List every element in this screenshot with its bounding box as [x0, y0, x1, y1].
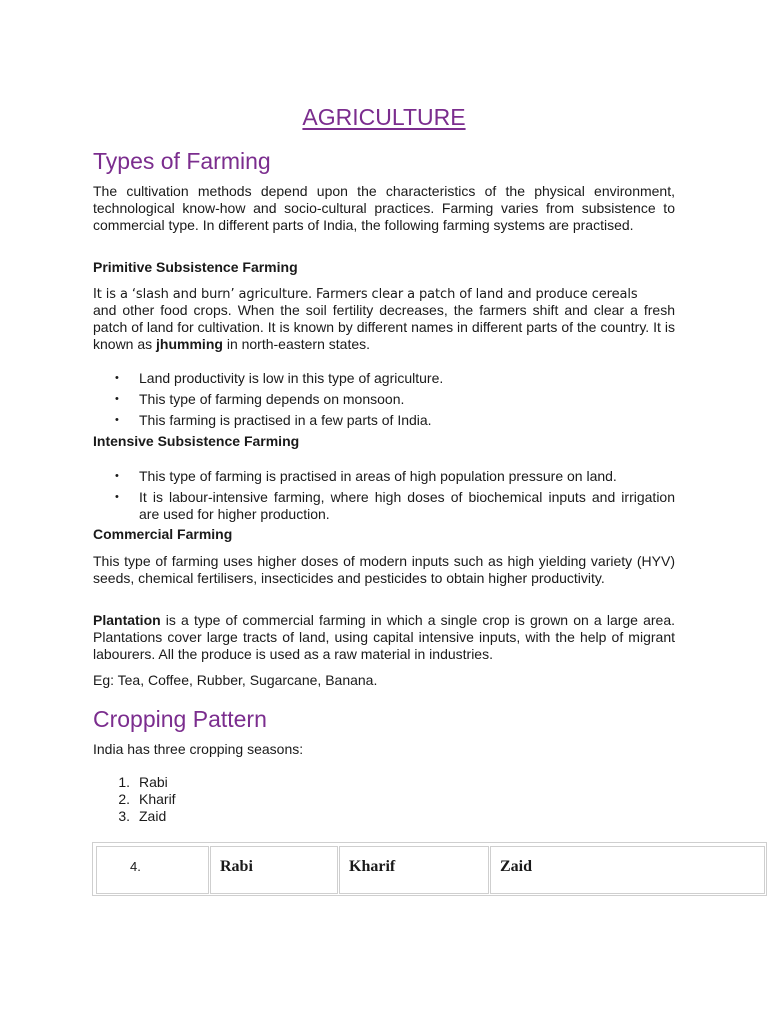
primitive-paragraph: and other food crops. When the soil fertility decreases, the farmers shift and clear a fresh patch of land for cultivation. It is known by different names in different parts of the country. It is known as jhumming in north-eastern states. — [93, 302, 675, 352]
list-item: • Land productivity is low in this type of agriculture. — [93, 370, 675, 387]
table-cell-kharif — [339, 846, 489, 894]
commercial-paragraph: This type of farming uses higher doses of modern inputs such as high yielding variety (HYV) seeds, chemical fertilisers, insecticides and pesticides to obtain higher productivity. — [93, 553, 675, 586]
intensive-bullets — [93, 468, 675, 527]
primitive-bullets — [93, 370, 675, 433]
table-cell-zaid — [490, 846, 765, 894]
page-title: AGRICULTURE — [302, 104, 466, 130]
table-header-rabi: Rabi — [220, 858, 253, 875]
table-header-kharif: Kharif — [349, 858, 396, 875]
table-cell-rabi — [210, 846, 338, 894]
table-cell-number — [96, 846, 209, 894]
table-header-zaid: Zaid — [500, 858, 533, 875]
subheading-primitive: Primitive Subsistence Farming — [93, 259, 298, 275]
list-item: • This type of farming is practised in areas of high population pressure on land. — [93, 468, 675, 485]
subheading-commercial: Commercial Farming — [93, 526, 233, 542]
table-row-number: 4. — [130, 859, 141, 874]
cropping-intro: India has three cropping seasons: — [93, 741, 304, 757]
jhumming-term: jhumming — [156, 336, 223, 352]
plantation-term: Plantation — [93, 612, 161, 628]
example-line: Eg: Tea, Coffee, Rubber, Sugarcane, Banana. — [93, 672, 378, 688]
list-item: 1. Rabi — [118, 774, 168, 790]
primitive-line1: It is a ‘slash and burn’ agriculture. Farmers clear a patch of land and produce cereals — [93, 287, 638, 302]
list-item: • This type of farming depends on monsoon. — [93, 391, 675, 408]
intro-paragraph: The cultivation methods depend upon the characteristics of the physical environment, technological know-how and socio-cultural practices. Farming varies from subsistence to commercial type. In different parts of India, the following farming systems are practised. — [93, 183, 675, 233]
plantation-paragraph: Plantation is a type of commercial farming in which a single crop is grown on a large area. Plantations cover large tracts of land, using capital intensive inputs, with the help of migrant labourers. All the produce is used as a raw material in industries. — [93, 612, 675, 662]
list-item: 3. Zaid — [118, 808, 167, 824]
list-item: • This farming is practised in a few parts of India. — [93, 412, 675, 429]
subheading-intensive: Intensive Subsistence Farming — [93, 433, 300, 449]
list-item: 2. Kharif — [118, 791, 176, 807]
section-heading-types-of-farming: Types of Farming — [93, 148, 271, 174]
section-heading-cropping-pattern: Cropping Pattern — [93, 706, 267, 732]
seasons-table — [92, 842, 767, 896]
cropping-seasons-list — [93, 774, 176, 825]
list-item: • It is labour-intensive farming, where high doses of biochemical inputs and irrigation are used for higher production. — [93, 489, 675, 523]
